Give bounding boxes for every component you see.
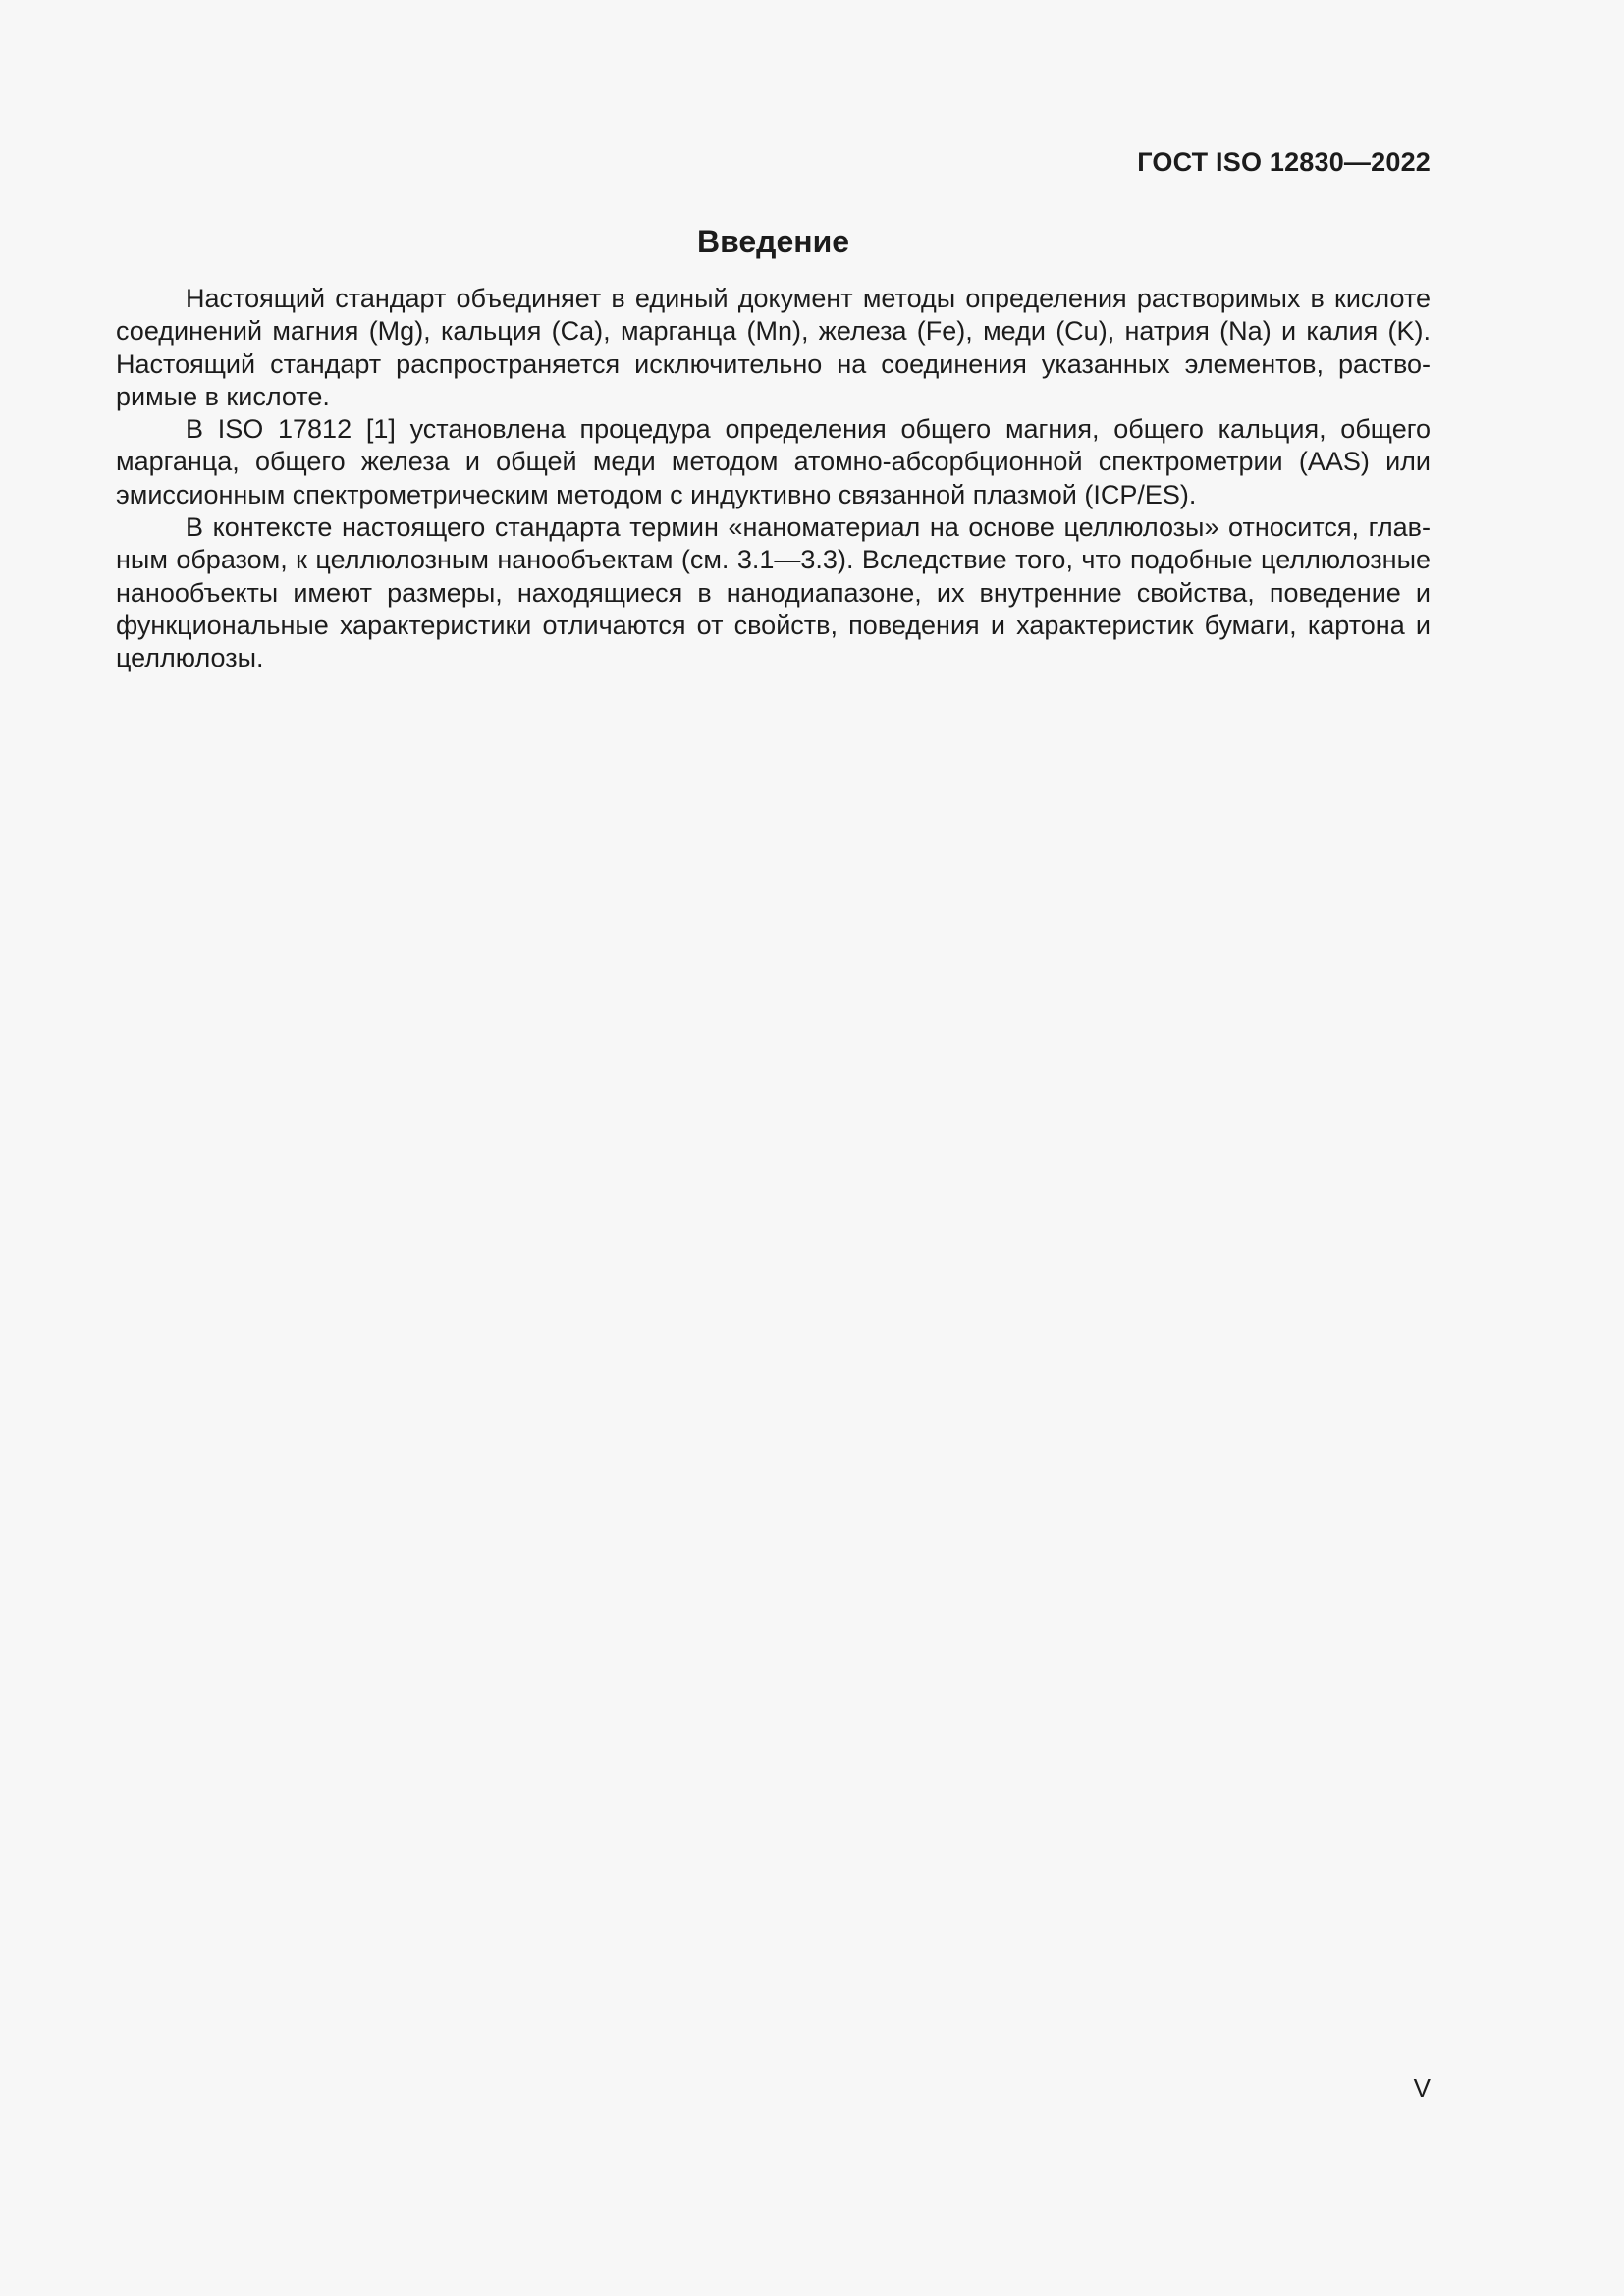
paragraph-nanomaterial-context: В контексте настоящего стандарта термин «наноматериал на основе целлюлозы» относится, главным образом, к целлюлозным нанообъектам (см. 3.1—3.3). Вследствие того, что подобные целлюлозные нанообъекты имеют размеры, находящиеся в нанодиапазоне, их внутренние свойства, поведение и функциональные характеристики отличаются от свойств, поведения и характеристик бумаги, картона и целлюлозы. [116, 512, 1431, 673]
section-title: Введение [696, 224, 850, 259]
paragraph-iso-reference: В ISO 17812 [1] установлена процедура определения общего магния, общего кальция, общего марганца, общего железа и общей меди методом атомно-абсорбционной спектрометрии (AAS) или эмиссионным спектрометрическим методом с индуктивно связанной плазмой (ICP/ES). [116, 414, 1431, 509]
page-number: V [1413, 2073, 1431, 2103]
section-body [116, 283, 1431, 675]
paragraph-scope: Настоящий стандарт объединяет в единый документ методы определения растворимых в кислоте соединений магния (Mg), кальция (Ca), марганца (Mn), железа (Fe), меди (Cu), натрия (Na) и калия (K). Настоящий стандарт распространяется исключительно на соединения указанных элементов, растворимые в кислоте. [116, 284, 1431, 411]
document-code-header: ГОСТ ISO 12830—2022 [1137, 147, 1431, 177]
